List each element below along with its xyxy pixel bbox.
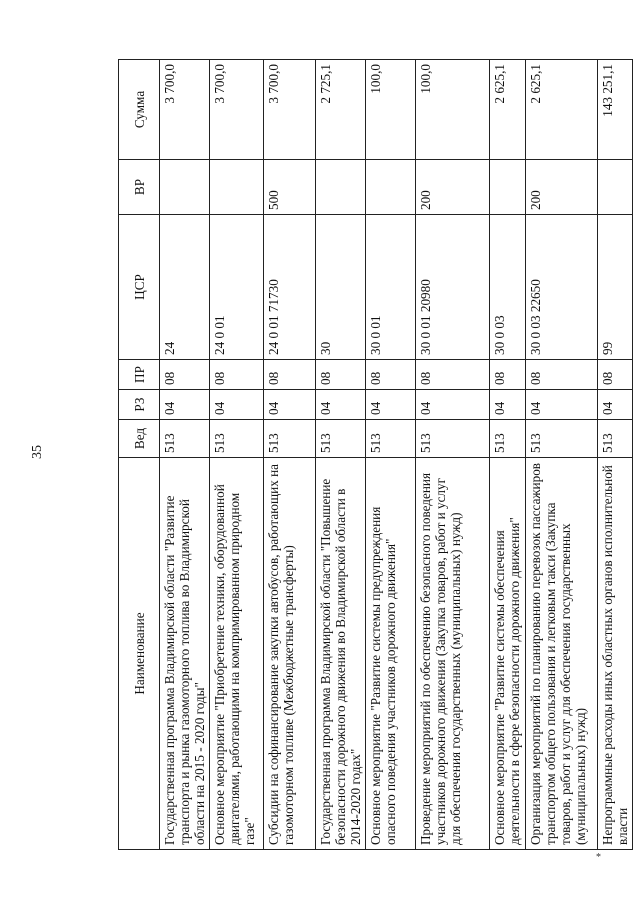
table-row xyxy=(316,60,366,850)
cell-vr: 200 xyxy=(416,160,490,215)
cell-pr: 08 xyxy=(416,360,490,390)
cell-vr xyxy=(366,160,416,215)
cell-ved: 513 xyxy=(264,420,316,458)
cell-sum: 143 251,1 xyxy=(598,60,633,160)
cell-name: Государственная программа Владимирской области "Повышение безопасности дорожного движения во Владимирской области в 2014-2020 годах" xyxy=(316,458,366,850)
cell-sum: 2 725,1 xyxy=(316,60,366,160)
cell-sum: 2 625,1 xyxy=(490,60,526,160)
cell-csr: 99 xyxy=(598,215,633,360)
cell-ved: 513 xyxy=(316,420,366,458)
cell-sum: 3 700,0 xyxy=(210,60,264,160)
cell-csr: 24 0 01 71730 xyxy=(264,215,316,360)
cell-vr: 500 xyxy=(264,160,316,215)
cell-rz: 04 xyxy=(210,390,264,420)
cell-vr xyxy=(598,160,633,215)
cell-rz: 04 xyxy=(598,390,633,420)
cell-ved: 513 xyxy=(210,420,264,458)
table-row xyxy=(366,60,416,850)
header-ved: Вед xyxy=(119,420,160,458)
cell-pr: 08 xyxy=(264,360,316,390)
budget-table xyxy=(118,59,633,850)
cell-name: Субсидии на софинансирование закупки автобусов, работающих на газомоторном топливе (Межбюджетные трансферты) xyxy=(264,458,316,850)
cell-vr xyxy=(316,160,366,215)
table-row xyxy=(598,60,633,850)
table-header-row xyxy=(119,60,160,850)
table-row xyxy=(264,60,316,850)
cell-pr: 08 xyxy=(490,360,526,390)
header-csr: ЦСР xyxy=(119,215,160,360)
cell-rz: 04 xyxy=(160,390,210,420)
header-pr: ПР xyxy=(119,360,160,390)
cell-pr: 08 xyxy=(316,360,366,390)
cell-vr: 200 xyxy=(526,160,598,215)
cell-csr: 30 0 03 22650 xyxy=(526,215,598,360)
table-row xyxy=(526,60,598,850)
cell-name: Непрограммные расходы иных областных органов исполнительной власти xyxy=(598,458,633,850)
cell-pr: 08 xyxy=(526,360,598,390)
cell-sum: 100,0 xyxy=(416,60,490,160)
table-row xyxy=(490,60,526,850)
cell-rz: 04 xyxy=(316,390,366,420)
cell-rz: 04 xyxy=(366,390,416,420)
corner-mark: * xyxy=(596,852,601,863)
header-sum: Сумма xyxy=(119,60,160,160)
cell-sum: 2 625,1 xyxy=(526,60,598,160)
cell-csr: 24 0 01 xyxy=(210,215,264,360)
cell-rz: 04 xyxy=(526,390,598,420)
cell-ved: 513 xyxy=(160,420,210,458)
rotated-table-wrapper xyxy=(118,60,630,850)
cell-pr: 08 xyxy=(598,360,633,390)
cell-ved: 513 xyxy=(416,420,490,458)
table-row xyxy=(160,60,210,850)
cell-sum: 100,0 xyxy=(366,60,416,160)
cell-name: Проведение мероприятий по обеспечению безопасного поведения участников дорожного движения (Закупка товаров, работ и услуг для обеспечения государственных (муниципальных) нужд) xyxy=(416,458,490,850)
table-row xyxy=(416,60,490,850)
cell-sum: 3 700,0 xyxy=(160,60,210,160)
cell-rz: 04 xyxy=(490,390,526,420)
header-name: Наименование xyxy=(119,458,160,850)
page-number: 35 xyxy=(30,445,45,459)
cell-vr xyxy=(160,160,210,215)
cell-ved: 513 xyxy=(366,420,416,458)
cell-rz: 04 xyxy=(264,390,316,420)
cell-rz: 04 xyxy=(416,390,490,420)
cell-ved: 513 xyxy=(490,420,526,458)
cell-ved: 513 xyxy=(526,420,598,458)
cell-pr: 08 xyxy=(210,360,264,390)
header-rz: РЗ xyxy=(119,390,160,420)
cell-sum: 3 700,0 xyxy=(264,60,316,160)
cell-vr xyxy=(210,160,264,215)
cell-name: Основное мероприятие "Развитие системы обеспечения деятельности в сфере безопасности дорожного движения" xyxy=(490,458,526,850)
cell-name: Основное мероприятие "Развитие системы предупреждения опасного поведения участников дорожного движения" xyxy=(366,458,416,850)
cell-csr: 30 0 03 xyxy=(490,215,526,360)
cell-csr: 24 xyxy=(160,215,210,360)
cell-csr: 30 xyxy=(316,215,366,360)
cell-name: Основное мероприятие "Приобретение техники, оборудованной двигателями, работающими на компримированном природном газе" xyxy=(210,458,264,850)
cell-pr: 08 xyxy=(160,360,210,390)
table-row xyxy=(210,60,264,850)
cell-ved: 513 xyxy=(598,420,633,458)
cell-csr: 30 0 01 xyxy=(366,215,416,360)
cell-vr xyxy=(490,160,526,215)
cell-pr: 08 xyxy=(366,360,416,390)
cell-name: Организация мероприятий по планированию перевозок пассажиров транспортом общего пользования и легковым такси (Закупка товаров, работ и услуг для обеспечения государственных (муниципальных) нужд) xyxy=(526,458,598,850)
cell-name: Государственная программа Владимирской области "Развитие транспорта и рынка газомоторного топлива во Владимирской области на 2015 - 2020 годы" xyxy=(160,458,210,850)
header-vr: ВР xyxy=(119,160,160,215)
cell-csr: 30 0 01 20980 xyxy=(416,215,490,360)
